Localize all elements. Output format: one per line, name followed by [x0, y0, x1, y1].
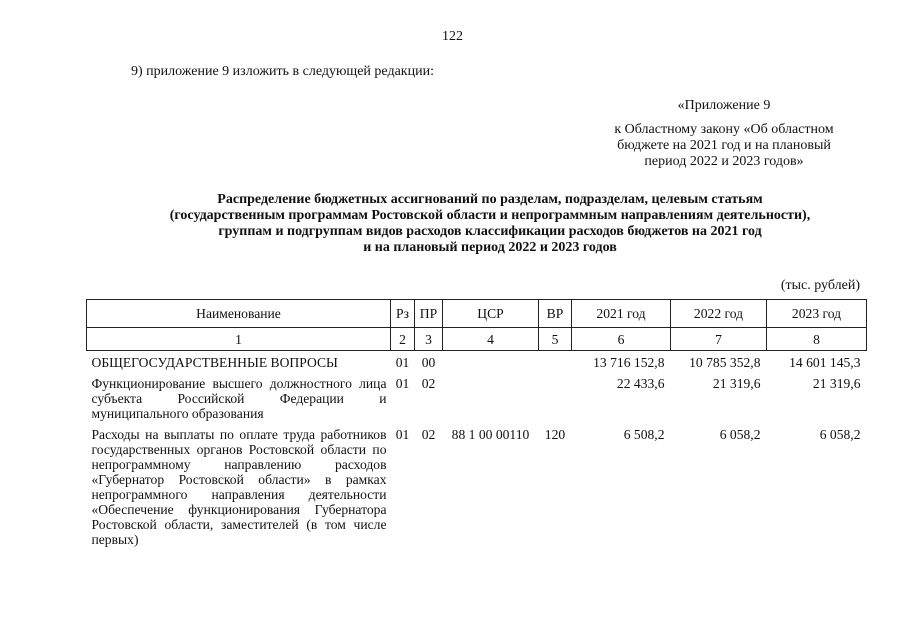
heading-line: Распределение бюджетных ассигнований по разделам, подразделам, целевым статьям [217, 192, 763, 207]
appendix-label: «Приложение 9 [677, 98, 771, 113]
row-rz: 01 [395, 355, 410, 370]
appendix-reference [600, 122, 848, 170]
row-2021: 6 508,2 [623, 427, 665, 442]
row-name: Функционирование высшего должностного лица субъекта Российской Федерации и муниципального образования [91, 376, 387, 421]
header-csr: ЦСР [443, 300, 539, 328]
table-row [87, 374, 867, 425]
row-rz: 01 [395, 376, 410, 391]
row-pr: 02 [421, 427, 436, 442]
budget-table [86, 299, 867, 551]
row-csr [443, 351, 539, 375]
column-number-row [87, 328, 867, 351]
heading-line: группам и подгруппам видов расходов классификации расходов бюджетов на 2021 год [218, 224, 762, 239]
document-heading [100, 192, 880, 256]
row-2022: 10 785 352,8 [689, 355, 761, 370]
header-2023: 2023 год [767, 300, 867, 328]
page-number: 122 [442, 29, 463, 44]
header-2022: 2022 год [671, 300, 767, 328]
heading-line: и на плановый период 2022 и 2023 годов [363, 240, 617, 255]
row-pr: 00 [421, 355, 436, 370]
row-rz: 01 [395, 427, 410, 442]
column-number: 8 [767, 328, 867, 351]
heading-line: (государственным программам Ростовской области и непрограммным направлениям деятельности), [169, 208, 811, 223]
row-vr: 120 [544, 427, 566, 442]
row-name: Расходы на выплаты по оплате труда работников государственных органов Ростовской области по непрограммному направлению расходов «Губернатор Ростовской области» в рамках непрограммного направления деятельности «Обеспечение функционирования Губернатора Ростовской области, заместителей (в том числе первых) [91, 427, 387, 547]
row-vr [539, 351, 572, 375]
header-pr: ПР [415, 300, 443, 328]
header-2021: 2021 год [572, 300, 671, 328]
row-2023: 14 601 145,3 [789, 355, 861, 370]
row-pr: 02 [421, 376, 436, 391]
row-csr [443, 374, 539, 425]
table-row [87, 351, 867, 375]
appendix-ref-line: к Областному закону «Об областном [614, 122, 834, 137]
column-number: 1 [87, 328, 391, 351]
column-number: 2 [391, 328, 415, 351]
column-number: 4 [443, 328, 539, 351]
row-2021: 22 433,6 [616, 376, 665, 391]
header-name: Наименование [87, 300, 391, 328]
column-number: 5 [539, 328, 572, 351]
column-number: 6 [572, 328, 671, 351]
row-csr: 88 1 00 00110 [451, 427, 530, 442]
column-number: 3 [415, 328, 443, 351]
row-name: ОБЩЕГОСУДАРСТВЕННЫЕ ВОПРОСЫ [91, 355, 338, 370]
row-2022: 21 319,6 [712, 376, 761, 391]
row-2023: 6 058,2 [819, 427, 861, 442]
units-label: (тыс. рублей) [780, 278, 860, 293]
table-row [87, 425, 867, 551]
column-number: 7 [671, 328, 767, 351]
row-2023: 21 319,6 [812, 376, 861, 391]
row-vr [539, 374, 572, 425]
appendix-ref-line: бюджете на 2021 год и на плановый [617, 138, 831, 153]
appendix-ref-line: период 2022 и 2023 годов» [644, 154, 804, 169]
intro-text: 9) приложение 9 изложить в следующей редакции: [131, 64, 434, 79]
header-vr: ВР [539, 300, 572, 328]
table-header-row [87, 300, 867, 328]
row-2021: 13 716 152,8 [593, 355, 665, 370]
header-rz: Рз [391, 300, 415, 328]
row-2022: 6 058,2 [719, 427, 761, 442]
